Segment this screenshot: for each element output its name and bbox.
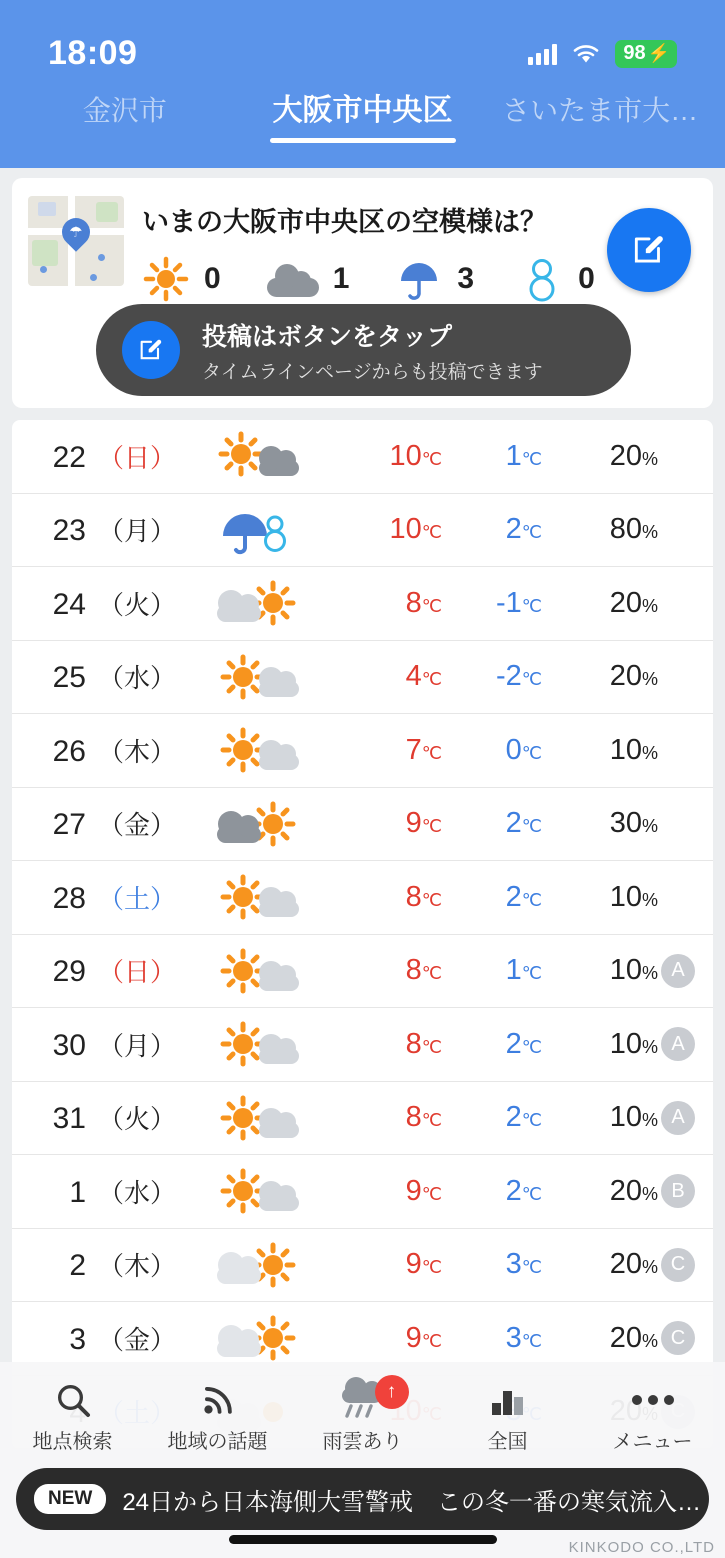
row-low: 2℃ bbox=[505, 880, 542, 913]
status-badge: A bbox=[661, 954, 695, 988]
status-badge: C bbox=[661, 1321, 695, 1355]
rain-cloud-icon bbox=[290, 1377, 435, 1423]
nav-item-search[interactable] bbox=[0, 1377, 145, 1454]
row-dow: （月） bbox=[98, 516, 177, 547]
row-high: 8℃ bbox=[405, 1101, 442, 1134]
japan-chart-icon bbox=[435, 1377, 580, 1423]
tip-sub-text: タイムラインページからも投稿できます bbox=[202, 361, 543, 383]
row-weather-icon bbox=[182, 1312, 332, 1364]
compose-post-icon bbox=[630, 231, 668, 269]
table-row[interactable] bbox=[12, 788, 713, 862]
row-dow: （水） bbox=[98, 663, 177, 694]
status-badge: B bbox=[661, 1174, 695, 1208]
charging-bolt-icon: ⚡ bbox=[647, 42, 670, 63]
news-new-badge: NEW bbox=[34, 1484, 106, 1514]
row-pop: 30% bbox=[609, 807, 658, 840]
row-date bbox=[12, 879, 182, 916]
row-high: 9℃ bbox=[405, 1174, 442, 1207]
row-low: 2℃ bbox=[505, 1027, 542, 1060]
sky-report-counts bbox=[142, 255, 641, 303]
row-day: 30 bbox=[52, 1028, 86, 1062]
row-day: 26 bbox=[52, 734, 86, 768]
row-date bbox=[12, 805, 182, 842]
count-cloudy-value: 1 bbox=[332, 262, 350, 295]
sky-report-title: いまの大阪市中央区の空模様は？ bbox=[142, 207, 547, 237]
app-header bbox=[0, 0, 725, 168]
row-day: 24 bbox=[52, 587, 86, 621]
nav-badge-raincloud: ↑ bbox=[375, 1375, 409, 1409]
row-high: 9℃ bbox=[405, 807, 442, 840]
row-pop: 20% bbox=[609, 1248, 658, 1281]
row-pop: 20% bbox=[609, 439, 658, 472]
row-date bbox=[12, 1173, 182, 1210]
news-ticker[interactable] bbox=[16, 1468, 709, 1530]
row-day: 25 bbox=[52, 661, 86, 695]
forecast-list bbox=[12, 420, 713, 1449]
row-date bbox=[12, 1320, 182, 1357]
bottom-bar bbox=[0, 1362, 725, 1558]
row-pop: 10% bbox=[609, 954, 658, 987]
count-rain[interactable] bbox=[395, 255, 474, 303]
tab-location-2[interactable]: さいたま市大… bbox=[502, 95, 699, 126]
row-high: 10℃ bbox=[389, 513, 442, 546]
table-row[interactable] bbox=[12, 1229, 713, 1303]
row-date bbox=[12, 511, 182, 548]
row-low: 0℃ bbox=[505, 733, 542, 766]
row-high: 4℃ bbox=[405, 660, 442, 693]
row-high: 9℃ bbox=[405, 1248, 442, 1281]
row-day: 22 bbox=[52, 440, 86, 474]
row-date bbox=[12, 1026, 182, 1063]
row-weather-icon bbox=[182, 1018, 332, 1070]
table-row[interactable] bbox=[12, 1155, 713, 1229]
row-weather-icon bbox=[182, 1239, 332, 1291]
nav-label-nationwide: 全国 bbox=[487, 1430, 528, 1453]
row-low: -1℃ bbox=[495, 586, 542, 619]
row-date bbox=[12, 658, 182, 695]
nav-item-nationwide[interactable] bbox=[435, 1377, 580, 1454]
row-high: 9℃ bbox=[405, 1321, 442, 1354]
row-pop: 10% bbox=[609, 1027, 658, 1060]
cellular-signal-icon bbox=[528, 43, 557, 65]
map-pin-icon: ☂ bbox=[56, 212, 96, 252]
row-dow: （金） bbox=[98, 810, 177, 841]
nav-label-menu: メニュー bbox=[612, 1430, 693, 1453]
row-low: 3℃ bbox=[505, 1321, 542, 1354]
status-time: 18:09 bbox=[48, 34, 138, 72]
row-dow: （日） bbox=[98, 957, 177, 988]
row-date bbox=[12, 1099, 182, 1136]
row-dow: （月） bbox=[98, 1030, 177, 1061]
row-date bbox=[12, 732, 182, 769]
row-pop: 20% bbox=[609, 586, 658, 619]
row-weather-icon bbox=[182, 430, 332, 482]
more-dots-icon bbox=[580, 1377, 725, 1423]
row-low: 1℃ bbox=[505, 439, 542, 472]
location-tabs bbox=[0, 73, 725, 147]
row-pop: 80% bbox=[609, 513, 658, 546]
row-day: 23 bbox=[52, 514, 86, 548]
battery-indicator bbox=[615, 40, 677, 68]
row-weather-icon bbox=[182, 577, 332, 629]
row-low: -2℃ bbox=[495, 660, 542, 693]
row-date bbox=[12, 952, 182, 989]
row-day: 31 bbox=[52, 1102, 86, 1136]
table-row[interactable] bbox=[12, 1082, 713, 1156]
row-pop: 10% bbox=[609, 1101, 658, 1134]
row-low: 2℃ bbox=[505, 513, 542, 546]
table-row[interactable] bbox=[12, 861, 713, 935]
cloudy-icon bbox=[267, 259, 319, 299]
tip-compose-icon bbox=[122, 321, 180, 379]
table-row[interactable] bbox=[12, 420, 713, 494]
row-high: 7℃ bbox=[405, 733, 442, 766]
table-row[interactable] bbox=[12, 1008, 713, 1082]
tab-location-0[interactable]: 金沢市 bbox=[82, 95, 167, 126]
row-weather-icon bbox=[182, 798, 332, 850]
row-low: 3℃ bbox=[505, 1248, 542, 1281]
nav-item-menu[interactable] bbox=[580, 1377, 725, 1454]
tab-location-1[interactable]: 大阪市中央区 bbox=[244, 85, 482, 147]
row-weather-icon bbox=[182, 504, 332, 556]
sky-report-card bbox=[12, 178, 713, 408]
row-weather-icon bbox=[182, 651, 332, 703]
row-pop: 10% bbox=[609, 880, 658, 913]
row-weather-icon bbox=[182, 871, 332, 923]
row-high: 8℃ bbox=[405, 586, 442, 619]
sky-report-top bbox=[28, 196, 697, 303]
table-row[interactable] bbox=[12, 567, 713, 641]
map-thumbnail[interactable] bbox=[28, 196, 124, 286]
status-bar bbox=[0, 0, 725, 73]
row-dow: （金） bbox=[98, 1324, 177, 1355]
row-low: 2℃ bbox=[505, 1101, 542, 1134]
row-high: 8℃ bbox=[405, 1027, 442, 1060]
nav-item-topics[interactable] bbox=[145, 1377, 290, 1454]
row-dow: （木） bbox=[98, 736, 177, 767]
sunny-icon bbox=[142, 255, 190, 303]
compose-post-button[interactable] bbox=[607, 208, 691, 292]
row-low: 2℃ bbox=[505, 807, 542, 840]
row-dow: （木） bbox=[98, 1251, 177, 1282]
table-row[interactable] bbox=[12, 935, 713, 1009]
wifi-icon bbox=[571, 43, 601, 65]
nav-label-search: 地点検索 bbox=[32, 1430, 113, 1453]
nav-label-raincloud: 雨雲あり bbox=[322, 1430, 403, 1453]
nav-label-topics: 地域の話題 bbox=[167, 1430, 268, 1453]
row-day: 29 bbox=[52, 955, 86, 989]
row-day: 3 bbox=[69, 1322, 86, 1356]
status-badge: A bbox=[661, 1101, 695, 1135]
umbrella-rain-icon bbox=[395, 255, 443, 303]
count-sunny-value: 0 bbox=[204, 262, 221, 295]
table-row[interactable] bbox=[12, 714, 713, 788]
row-high: 8℃ bbox=[405, 954, 442, 987]
row-weather-icon bbox=[182, 1165, 332, 1217]
row-day: 27 bbox=[52, 808, 86, 842]
row-date bbox=[12, 585, 182, 622]
count-rain-value: 3 bbox=[457, 262, 475, 295]
row-pop: 20% bbox=[609, 1321, 658, 1354]
row-day: 1 bbox=[69, 1175, 86, 1209]
home-indicator bbox=[229, 1535, 497, 1544]
table-row[interactable] bbox=[12, 494, 713, 568]
row-date bbox=[12, 438, 182, 475]
snowman-icon bbox=[520, 255, 564, 303]
search-icon bbox=[0, 1377, 145, 1423]
row-low: 1℃ bbox=[505, 954, 542, 987]
forecast-scroll-area[interactable] bbox=[0, 420, 725, 1355]
row-dow: （土） bbox=[98, 883, 177, 914]
row-weather-icon bbox=[182, 724, 332, 776]
count-snow[interactable] bbox=[520, 255, 595, 303]
row-high: 10℃ bbox=[389, 439, 442, 472]
row-day: 28 bbox=[52, 881, 86, 915]
count-snow-value: 0 bbox=[578, 262, 595, 295]
status-badge: A bbox=[661, 1027, 695, 1061]
row-dow: （水） bbox=[98, 1177, 177, 1208]
bottom-nav bbox=[0, 1362, 725, 1468]
row-high: 8℃ bbox=[405, 880, 442, 913]
count-cloudy[interactable] bbox=[267, 259, 350, 299]
battery-level: 98 bbox=[623, 41, 646, 64]
nav-item-raincloud[interactable] bbox=[290, 1377, 435, 1454]
row-weather-icon bbox=[182, 1092, 332, 1144]
count-sunny[interactable] bbox=[142, 255, 221, 303]
row-pop: 20% bbox=[609, 1174, 658, 1207]
post-tip-bubble bbox=[96, 304, 631, 396]
row-pop: 20% bbox=[609, 660, 658, 693]
row-dow: （日） bbox=[98, 442, 177, 473]
row-pop: 10% bbox=[609, 733, 658, 766]
table-row[interactable] bbox=[12, 641, 713, 715]
tip-main-text: 投稿はボタンをタップ bbox=[202, 322, 453, 351]
row-low: 2℃ bbox=[505, 1174, 542, 1207]
row-dow: （火） bbox=[98, 589, 177, 620]
row-date bbox=[12, 1246, 182, 1283]
row-dow: （火） bbox=[98, 1104, 177, 1135]
news-headline: 24日から日本海側大雪警戒 この冬一番の寒気流入… bbox=[122, 1488, 702, 1516]
row-weather-icon bbox=[182, 945, 332, 997]
row-day: 2 bbox=[69, 1249, 86, 1283]
rss-icon bbox=[145, 1377, 290, 1423]
watermark: KINKODO CO.,LTD bbox=[568, 1539, 715, 1556]
status-indicators bbox=[528, 40, 677, 68]
status-badge: C bbox=[661, 1248, 695, 1282]
